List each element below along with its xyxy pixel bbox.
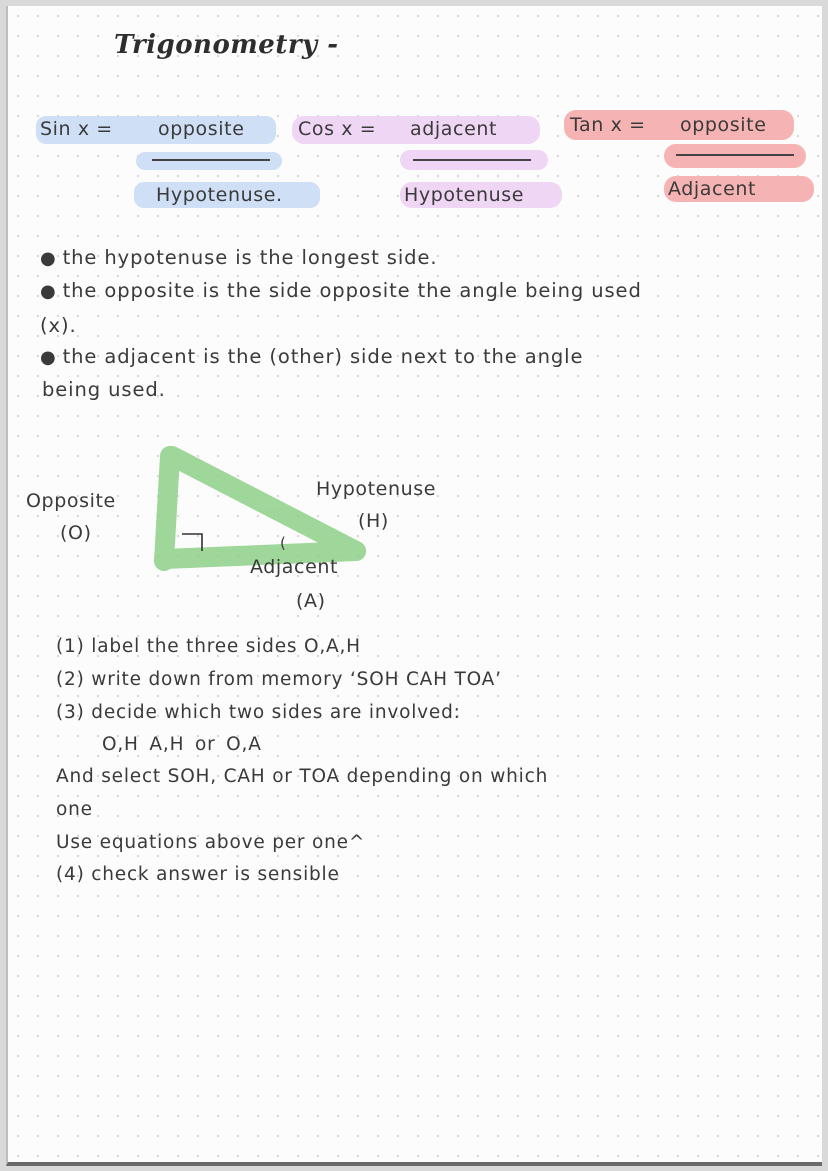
adjacent-label: Adjacent (250, 556, 339, 578)
bullet-text: the opposite is the side opposite the angle being used (62, 279, 642, 302)
tan-label: Tan x = (570, 114, 646, 136)
cos-denominator: Hypotenuse (404, 184, 525, 206)
hypotenuse-side (172, 456, 356, 551)
bullet-opposite-continued: (x). (40, 314, 77, 337)
opposite-side (164, 456, 170, 561)
step-2: (2) write down from memory ‘SOH CAH TOA’ (56, 669, 502, 690)
tan-numerator: opposite (680, 114, 767, 136)
angle-mark: ( (280, 534, 286, 552)
opposite-label: Opposite (26, 490, 116, 512)
sin-numerator: opposite (158, 118, 245, 140)
step-4: (4) check answer is sensible (56, 864, 340, 885)
hypotenuse-abbr: (H) (358, 510, 389, 532)
bullet-dot-icon: ● (40, 281, 57, 302)
cos-numerator: adjacent (410, 118, 498, 140)
hypotenuse-label: Hypotenuse (316, 478, 437, 500)
step-3: (3) decide which two sides are involved: (56, 702, 461, 723)
adjacent-abbr: (A) (296, 590, 326, 612)
step-1: (1) label the three sides O,A,H (56, 636, 361, 657)
opposite-abbr: (O) (60, 522, 92, 544)
bullet-dot-icon: ● (40, 248, 57, 269)
page-title: Trigonometry - (114, 30, 339, 60)
step-3-equations-note: Use equations above per one^ (56, 832, 366, 853)
triangle-diagram (8, 6, 822, 646)
step-3-options: O,H A,H or O,A (102, 734, 262, 755)
step-3-select: And select SOH, CAH or TOA depending on which (56, 766, 549, 787)
bullet-dot-icon: ● (40, 347, 57, 368)
sin-label: Sin x = (40, 118, 113, 140)
bullet-text: the hypotenuse is the longest side. (62, 246, 438, 269)
cos-label: Cos x = (298, 118, 377, 140)
tan-denominator: Adjacent (668, 178, 757, 200)
bullet-adjacent-continued: being used. (42, 378, 166, 401)
sin-denominator: Hypotenuse. (156, 184, 283, 206)
bullet-text: the adjacent is the (other) side next to the angle (62, 345, 584, 368)
notebook-page (6, 6, 822, 1166)
step-3-select-continued: one (56, 799, 93, 820)
